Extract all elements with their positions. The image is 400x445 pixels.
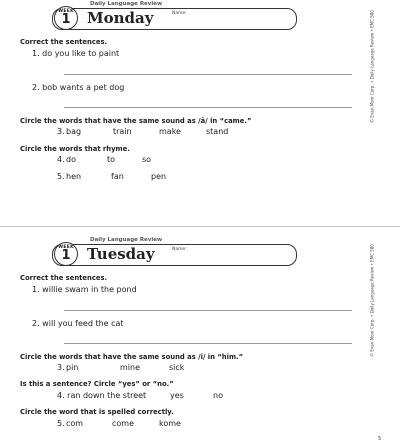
item-number-3: 3. xyxy=(57,363,65,372)
series-title: Daily Language Review xyxy=(90,1,163,7)
sentence-item-2: 2. bob wants a pet dog xyxy=(32,83,125,92)
week-badge xyxy=(54,6,78,30)
word-choice[interactable]: to xyxy=(107,155,116,164)
series-title: Daily Language Review xyxy=(90,237,163,243)
word-choice[interactable]: pin xyxy=(66,363,79,372)
week-badge xyxy=(54,242,78,266)
word-choice[interactable]: so xyxy=(142,155,152,164)
word-choice[interactable]: bag xyxy=(66,127,82,136)
name-label: Name: xyxy=(172,247,187,252)
week-label: WEEK xyxy=(58,245,74,250)
item-number-3: 3. xyxy=(57,127,65,136)
word-choice[interactable]: pen xyxy=(151,172,167,181)
answer-line-2[interactable] xyxy=(64,107,352,108)
word-choice[interactable]: make xyxy=(159,127,181,136)
copyright-side-text: © Evan-Moor Corp. • Daily Language Review • EMC 580 xyxy=(369,244,375,357)
name-label: Name: xyxy=(172,11,187,16)
answer-line-2[interactable] xyxy=(64,343,352,344)
item-number-5: 5. xyxy=(57,172,65,181)
page-number: 5 xyxy=(378,436,382,442)
copyright-side-text: © Evan-Moor Corp. • Daily Language Review • EMC 580 xyxy=(369,10,375,123)
week-number: 1 xyxy=(61,12,71,27)
answer-line-1[interactable] xyxy=(64,74,352,75)
week-label: WEEK xyxy=(58,9,74,14)
day-title: Tuesday xyxy=(87,245,155,263)
sentence-item-1: 1. willie swam in the pond xyxy=(32,285,137,294)
instruction-rhyme: Circle the words that rhyme. xyxy=(20,145,130,153)
day-title: Monday xyxy=(87,9,154,27)
word-choice[interactable]: hen xyxy=(66,172,82,181)
sentence-item-4: 4. ran down the street xyxy=(57,391,147,400)
page-divider xyxy=(0,226,400,227)
word-choice[interactable]: com xyxy=(66,419,84,428)
word-choice[interactable]: fan xyxy=(111,172,124,181)
instruction-spelled-correctly: Circle the word that is spelled correctly. xyxy=(20,408,174,416)
answer-line-1[interactable] xyxy=(64,310,352,311)
word-choice[interactable]: stand xyxy=(206,127,229,136)
instruction-same-sound: Circle the words that have the same sound as /i/ in “him.” xyxy=(20,353,244,361)
word-choice[interactable]: train xyxy=(113,127,132,136)
word-choice[interactable]: mine xyxy=(120,363,141,372)
word-choice[interactable]: sick xyxy=(169,363,185,372)
word-choice[interactable]: do xyxy=(66,155,76,164)
week-number: 1 xyxy=(61,248,71,263)
answer-no[interactable]: no xyxy=(213,391,223,400)
item-number-4: 4. xyxy=(57,155,65,164)
sentence-item-2: 2. will you feed the cat xyxy=(32,319,124,328)
word-choice[interactable]: kome xyxy=(159,419,181,428)
instruction-correct-sentences: Correct the sentences. xyxy=(20,38,108,46)
sentence-item-1: 1. do you like to paint xyxy=(32,49,120,58)
instruction-correct-sentences: Correct the sentences. xyxy=(20,274,108,282)
item-number-5: 5. xyxy=(57,419,65,428)
answer-yes[interactable]: yes xyxy=(170,391,184,400)
instruction-is-sentence: Is this a sentence? Circle “yes” or “no.” xyxy=(20,380,174,388)
instruction-same-sound: Circle the words that have the same sound as /ā/ in “came.” xyxy=(20,117,252,125)
word-choice[interactable]: come xyxy=(112,419,135,428)
